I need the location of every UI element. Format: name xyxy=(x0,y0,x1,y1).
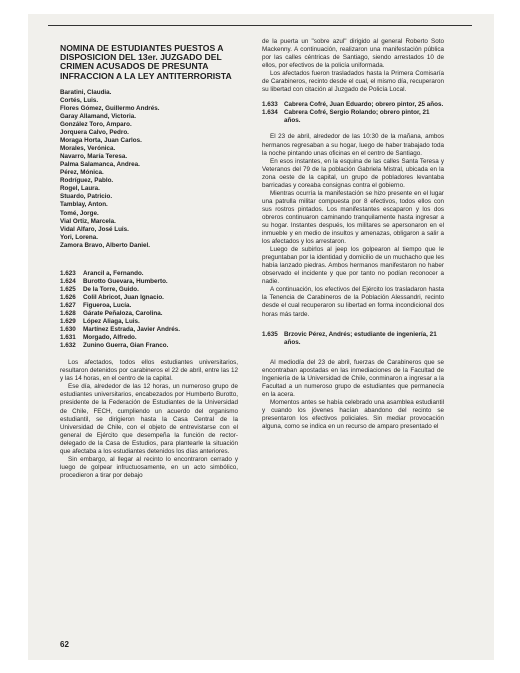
entry-number: 1.631 xyxy=(60,334,76,342)
entry-number: 1.630 xyxy=(60,326,76,334)
entry-name: López Aliaga, Luis. xyxy=(83,318,140,326)
entry-number: 1.626 xyxy=(60,293,76,301)
entry-name: Martínez Estrada, Javier Andrés. xyxy=(83,326,181,334)
numbered-row xyxy=(60,342,238,350)
list-heading: NOMINA DE ESTUDIANTES PUESTOS A DISPOSICION DEL 13er. JUZGADO DEL CRIMEN ACUSADOS DE PRESUNTA INFRACCION A LA LEY ANTITERRORISTA xyxy=(60,43,232,81)
numbered-row xyxy=(60,294,238,302)
list-item: Pérez, Mónica. xyxy=(60,169,104,177)
entry-name: Burotto Guevara, Humberto. xyxy=(83,277,168,285)
entry-name: Figueroa, Lucía. xyxy=(83,301,132,309)
page-number: 62 xyxy=(60,640,69,649)
list-item: González Toro, Amparo. xyxy=(60,121,132,128)
body-paragraph: Los afectados fueron trasladados hasta la Primera Comisaría de Carabineros, recinto desde el cual, el mismo día, recuperaron su libertad con citación al Juzgado de Policía Local. xyxy=(262,70,444,94)
numbered-row xyxy=(60,270,238,278)
list-item: Rodríguez, Pablo. xyxy=(60,177,114,185)
numbered-list xyxy=(60,270,238,350)
list-item: Flores Gómez, Guillermo Andrés. xyxy=(60,104,160,112)
body-paragraph: En esos instantes, en la esquina de las calles Santa Teresa y Veteranos del 79 de la población Gabriela Mistral, ubicada en la zona oeste de la capital, un grupo de pobladores levantaba barricadas y coreaba consignas contra el gobierno. xyxy=(262,157,444,189)
list-item: Zamora Bravo, Alberto Daniel. xyxy=(60,241,151,249)
entry-number: 1.634 xyxy=(262,109,278,117)
numbered-row xyxy=(60,286,238,294)
body-paragraph: El 23 de abril, alrededor de las 10:30 de la mañana, ambos hermanos regresaban a su hogar, luego de haber trabajado toda la noche pintando unas oficinas en el centro de Santiago. xyxy=(262,133,444,157)
list-item: Palma Salamanca, Andrea. xyxy=(60,161,140,169)
body-paragraph: Luego de subirlos al jeep los golpearon al tiempo que le preguntaban por la identidad y domicilio de un muchacho que les había lanzado piedras. Ambos hermanos manifestaron no haber observado el incidente y que por tanto no podían reconocer a nadie. xyxy=(262,246,444,286)
list-item: Tamblay, Anton. xyxy=(60,201,108,209)
entry-number: 1.633 xyxy=(262,101,278,109)
entry-text: Cabrera Cofré, Juan Eduardo; obrero pintor, 25 años. xyxy=(284,101,444,109)
numbered-row xyxy=(60,310,238,318)
entry-name: Arancil a, Fernando. xyxy=(83,269,144,277)
list-item: Garay Allamand, Victoria. xyxy=(60,112,136,120)
list-item: Moraga Horta, Juan Carlos. xyxy=(60,137,142,145)
body-paragraph: Ese día, alrededor de las 12 horas, un numeroso grupo de estudiantes universitarios, encabezados por Humberto Burotto, presidente de la Federación de Estudiantes de la Universidad de Chile, FECH, cumpliendo un acuerdo del organismo estudiantil, se dirigieron hasta la Casa Central de la Universidad de Chile, con el objeto de entrevistarse con el general de Ejército que desempeña la función de rector-delegado de la Casa de Estudios, para plantearle la situación que afectaba a los estudiantes detenidos los días anteriores. xyxy=(60,383,238,455)
top-rule xyxy=(48,25,472,26)
entry-number: 1.627 xyxy=(60,301,76,309)
entry-number: 1.624 xyxy=(60,277,76,285)
list-item: Vial Ortiz, Marcela. xyxy=(60,217,116,225)
body-paragraph: Los afectados, todos ellos estudiantes universitarios, resultaron detenidos por carabineros el 22 de abril, entre las 12 y las 14 horas, en el centro de la capital. xyxy=(60,359,238,383)
body-paragraph: Mientras ocurría la manifestación se hizo presente en el lugar una patrulla militar compuesta por 8 efectivos, todos ellos con sus rostros pintados. Los manifestantes escaparon y los dos obreros continuaron caminando tranquilamente hasta ingresar a su hogar. Instantes después, los militares se apersonaron en el inmueble y en medio de insultos y amenazas, obligaron a salir a los afectados y los arrestaron. xyxy=(262,189,444,246)
entry-number: 1.625 xyxy=(60,285,76,293)
entry-text: Cabrera Cofré, Sergio Rolando; obrero pintor, 21 años. xyxy=(284,109,430,125)
list-item: Vidal Alfaro, José Luis. xyxy=(60,225,129,233)
entry-number: 1.632 xyxy=(60,342,76,350)
entry-name: Gárate Peñaloza, Carolina. xyxy=(83,309,163,317)
body-paragraph: Al mediodía del 23 de abril, fuerzas de Carabineros que se encontraban apostadas en las inmediaciones de la Facultad de Ingeniería de la Universidad de Chile, conminaron a ingresar a la Facultad a un numeroso grupo de estudiantes que permanecía en la acera. xyxy=(262,358,444,398)
list-item: Baratini, Claudia. xyxy=(60,88,112,96)
body-paragraph: de la puerta un "sobre azul" dirigido al general Roberto Soto Mackenny. A continuación, realizaron una manifestación pública por las calles céntricas de Santiago, siendo arrestados 10 de ellos, por efectivos de la policía uniformada. xyxy=(262,38,444,70)
body-paragraph: A continuación, los efectivos del Ejército los trasladaron hasta la Tenencia de Carabineros de la Población Alessandri, recinto desde el cual recuperaron su libertad en forma incondicional dos horas más tarde. xyxy=(262,286,444,318)
numbered-row xyxy=(60,334,238,342)
list-item: Rogel, Laura. xyxy=(60,185,100,193)
list-item: Morales, Verónica. xyxy=(60,145,116,153)
body-paragraph: Sin embargo, al llegar al recinto lo encontraron cerrado y luego de golpear infructuosamente, en un acto simbólico, procedieron a tirar por debajo xyxy=(60,455,238,479)
entry-name: Colil Abricot, Juan Ignacio. xyxy=(83,293,164,301)
numbered-row xyxy=(60,326,238,334)
list-item: Stuardo, Patricio. xyxy=(60,193,113,201)
entry-number: 1.635 xyxy=(262,330,278,338)
list-item: Jorquera Calvo, Pedro. xyxy=(60,129,129,137)
names-list xyxy=(60,89,238,250)
list-item: Cortés, Luis. xyxy=(60,96,99,104)
entry-number: 1.628 xyxy=(60,309,76,317)
entry-name: Zunino Guerra, Gian Franco. xyxy=(83,342,169,350)
entry-number: 1.629 xyxy=(60,318,76,326)
entry-number: 1.623 xyxy=(60,269,76,277)
numbered-row xyxy=(60,302,238,310)
list-item: Tomé, Jorge. xyxy=(60,209,99,217)
list-item: Yori, Lorena. xyxy=(60,233,99,241)
case-entry xyxy=(262,109,444,125)
entry-text: Brzovic Pérez, Andrés; estudiante de ingeniería, 21 años. xyxy=(284,330,437,346)
entry-name: De la Torre, Guido. xyxy=(83,285,139,293)
list-item: Navarro, María Teresa. xyxy=(60,153,128,161)
right-column xyxy=(262,38,444,431)
case-entry xyxy=(262,101,444,109)
left-column xyxy=(60,44,238,480)
numbered-row xyxy=(60,278,238,286)
body-paragraph: Momentos antes se había celebrado una asamblea estudiantil y cuando los jóvenes hacían abandono del recinto se presentaron los efectivos policiales. Sin mediar provocación alguna, como se indica en un recurso de amparo presentado el xyxy=(262,398,444,431)
entry-name: Morgado, Alfredo. xyxy=(83,334,137,342)
numbered-row xyxy=(60,318,238,326)
case-entry xyxy=(262,331,444,347)
